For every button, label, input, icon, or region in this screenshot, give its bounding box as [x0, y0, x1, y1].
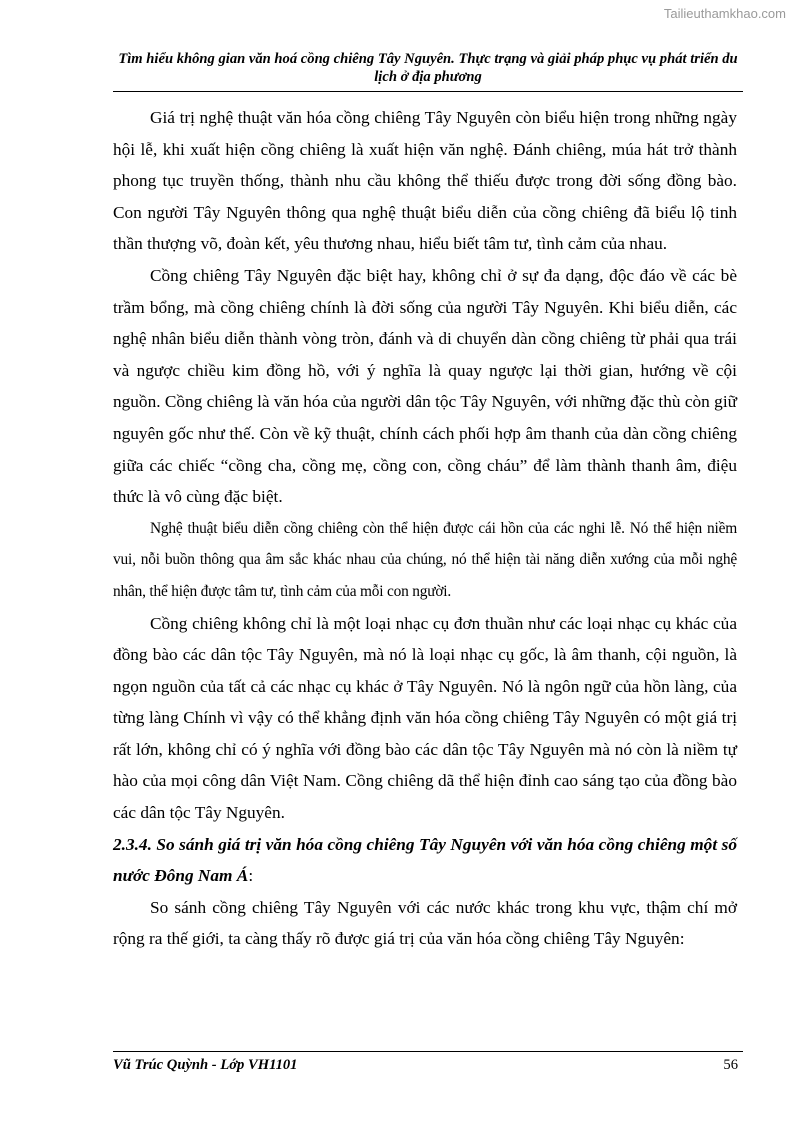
paragraph-4: Cồng chiêng không chỉ là một loại nhạc cụ đơn thuần như các loại nhạc cụ khác của đồng bào các dân tộc Tây Nguyên, mà nó là loại nhạc cụ gốc, là âm thanh, cội nguồn, là ngọn nguồn của tất cả các nhạc cụ khác ở Tây Nguyên. Nó là ngôn ngữ của hồn làng, của từng làng Chính vì vậy có thể khẳng định văn hóa cồng chiêng Tây Nguyên có một giá trị rất lớn, không chỉ có ý nghĩa với đồng bào các dân tộc Tây Nguyên mà nó còn là niềm tự hào của mọi công dân Việt Nam. Cồng chiêng dã thể hiện đỉnh cao sáng tạo của đồng bào các dân tộc Tây Nguyên. [113, 613, 737, 823]
page-header-title: Tìm hiểu không gian văn hoá cồng chiêng Tây Nguyên. Thực trạng và giải pháp phục vụ phát triển du lịch ở địa phương [118, 51, 738, 85]
paragraph-3: Nghệ thuật biểu diễn cồng chiêng còn thể hiện được cái hồn của các nghi lễ. Nó thể hiện niềm vui, nỗi buồn thông qua âm sắc khác nhau của chúng, nó thể hiện tài năng diễn xướng của mỗi nghệ nhân, thể hiện được tâm tư, tình cảm của mỗi con người. [113, 519, 737, 600]
watermark: Tailieuthamkhao.com [663, 6, 786, 21]
section-heading [113, 829, 737, 892]
section-heading-colon: : [248, 866, 254, 886]
document-body [113, 102, 737, 955]
page-number: 56 [723, 1057, 738, 1073]
paragraph-2: Cồng chiêng Tây Nguyên đặc biệt hay, không chỉ ở sự đa dạng, độc đáo về các bè trầm bổng, mà cồng chiêng chính là đời sống của người Tây Nguyên. Khi biểu diễn, các nghệ nhân biểu diễn thành vòng tròn, đánh và di chuyển dàn cồng chiêng từ phải qua trái và ngược chiều kim đồng hồ, với ý nghĩa là quay ngược lại thời gian, hướng về cội nguồn. Cồng chiêng là văn hóa của người dân tộc Tây Nguyên, với những đặc thù còn giữ nguyên gốc như thế. Còn về kỹ thuật, chính cách phối hợp âm thanh của dàn cồng chiêng giữa các chiếc “cồng cha, cồng mẹ, cồng con, cồng cháu” để làm thành thanh âm, điệu thức là vô cùng đặc biệt. [113, 265, 737, 507]
paragraph-1: Giá trị nghệ thuật văn hóa cồng chiêng Tây Nguyên còn biểu hiện trong những ngày hội lễ, khi xuất hiện cồng chiêng là xuất hiện văn nghệ. Đánh chiêng, múa hát trở thành phong tục truyền thống, thành nhu cầu không thể thiếu được trong đời sống đồng bào. Con người Tây Nguyên thông qua nghệ thuật biểu diễn của cồng chiêng đã biểu lộ tinh thần thượng võ, đoàn kết, yêu thương nhau, hiểu biết tâm tư, tình cảm của nhau. [113, 108, 737, 254]
header-divider [113, 91, 743, 92]
section-heading-text: 2.3.4. So sánh giá trị văn hóa cồng chiêng Tây Nguyên với văn hóa cồng chiêng một số nước Đông Nam Á [113, 834, 737, 886]
footer-author: Vũ Trúc Quỳnh - Lớp VH1101 [113, 1057, 298, 1073]
paragraph-5: So sánh cồng chiêng Tây Nguyên với các nước khác trong khu vực, thậm chí mở rộng ra thế giới, ta càng thấy rõ được giá trị của văn hóa cồng chiêng Tây Nguyên: [113, 897, 737, 949]
footer-divider [113, 1051, 743, 1052]
